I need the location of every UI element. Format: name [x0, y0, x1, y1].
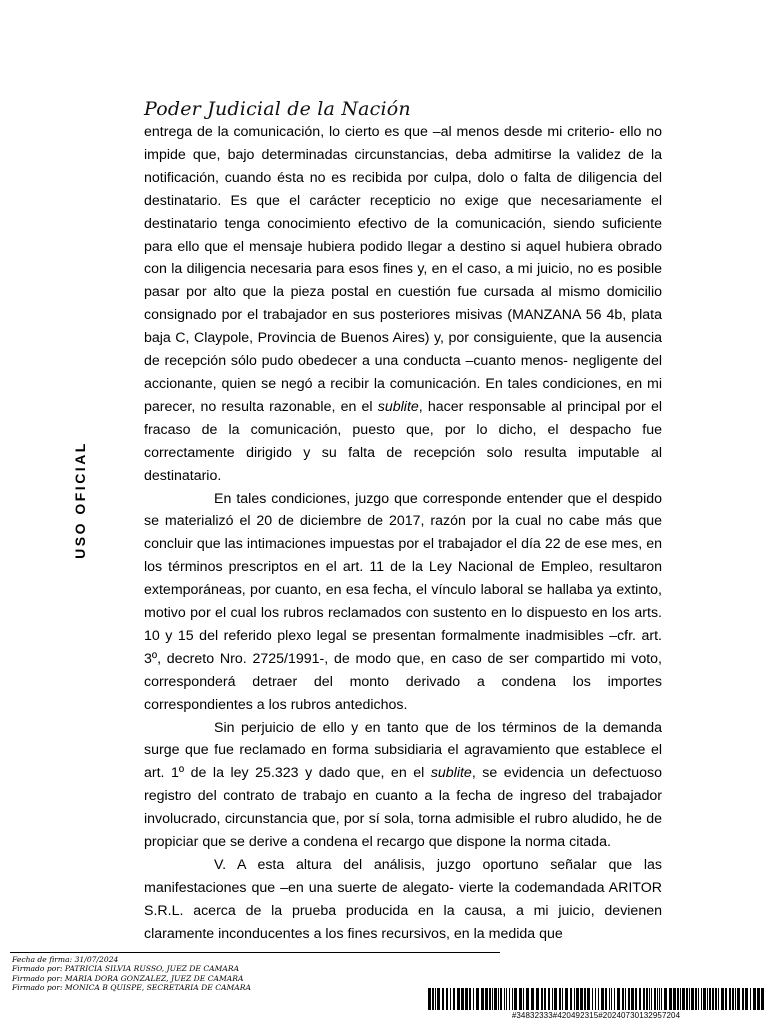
barcode-bar — [691, 988, 694, 1010]
barcode-bar — [721, 988, 724, 1010]
barcode-bar — [729, 988, 731, 1010]
barcode-bar — [680, 988, 681, 1010]
barcode-bar — [742, 988, 744, 1010]
barcode-bar — [469, 988, 471, 1010]
barcode-bar — [519, 988, 522, 1010]
barcode-bar — [442, 988, 444, 1010]
barcode-bar — [450, 988, 451, 1010]
barcode-bar — [617, 988, 620, 1010]
barcode-bar — [757, 988, 760, 1010]
barcode-bar — [489, 988, 491, 1010]
barcode-bar — [673, 988, 676, 1010]
barcode-bar — [707, 988, 708, 1010]
barcode-bar — [435, 988, 436, 1010]
barcode-bar — [646, 988, 648, 1010]
barcode-bar — [481, 988, 484, 1010]
barcode-bar — [432, 988, 434, 1010]
barcode-bar — [437, 988, 440, 1010]
barcode-bar — [598, 988, 599, 1010]
barcode-bar — [465, 988, 468, 1010]
barcode-bar — [584, 988, 586, 1010]
document-body — [144, 121, 662, 946]
body-paragraph — [144, 717, 662, 854]
barcode-bar — [492, 988, 493, 1010]
text-segment: En tales condiciones, juzgo que corresponde entender que el despido se materializó el 20 de diciembre de 2017, razón por la cual no cabe más que concluir que las intimaciones impuestas por el trabajador el día 22 de ese mes, en los términos prescriptos en el art. 11 de la Ley Nacional de Empleo, resultaron extemporáneas, por cuanto, en esa fecha, el vínculo laboral se hallaba ya extinto, motivo por el cual los rubros reclamados con sustento en lo dispuesto en los arts. 10 y 15 del referido plexo legal se presentan formalmente inadmisibles –cfr. art. 3º, decreto Nro. 2725/1991-, de modo que, en caso de ser compartido mi voto, corresponderá detraer del monto derivado a condena los importes correspondientes a los rubros antedichos. — [144, 490, 662, 713]
barcode-bar — [659, 988, 660, 1010]
barcode-bar — [576, 988, 579, 1010]
barcode-bar — [574, 988, 575, 1010]
barcode-bar — [689, 988, 690, 1010]
barcode-bar — [614, 988, 615, 1010]
barcode-bar — [592, 988, 593, 1010]
barcode-bar — [698, 988, 699, 1010]
uso-oficial-label: USO OFICIAL — [72, 441, 88, 559]
barcode-bar — [531, 988, 534, 1010]
signature-block — [12, 955, 251, 993]
barcode-bar — [635, 988, 637, 1010]
barcode-bar — [559, 988, 561, 1010]
barcode-bar — [745, 988, 748, 1010]
barcode-bar — [677, 988, 679, 1010]
barcode-bar — [701, 988, 702, 1010]
barcode-bar — [631, 988, 634, 1010]
barcode-number: #34832333#420492315#20240730132957204 — [511, 1011, 681, 1020]
barcode-bar — [570, 988, 572, 1010]
barcode-bar — [552, 988, 553, 1010]
barcode-bar — [512, 988, 513, 1010]
barcode-bar — [523, 988, 524, 1010]
body-paragraph — [144, 854, 662, 946]
signature-line: Firmado por: PATRICIA SILVIA RUSSO, JUEZ DE CAMARA — [12, 964, 240, 974]
barcode-bar — [657, 988, 658, 1010]
header-title: Poder Judicial de la Nación — [144, 98, 411, 120]
barcode-bar — [654, 988, 656, 1010]
text-segment: , hacer responsable al principal por el fracaso de la comunicación, puesto que, por lo dicho, el despacho fue correctamente dirigido y su falta de recepción solo resulta imputable al destinatario. — [144, 398, 662, 484]
barcode-bar — [735, 988, 736, 1010]
barcode-bar — [541, 988, 543, 1010]
footer-divider — [10, 952, 500, 953]
barcode-bar — [548, 988, 550, 1010]
text-segment: Sin perjuicio de ello y en tanto que de los términos de la demanda surge que fue reclamado en forma subsidiaria el agravamiento que establece el art. 1º de la ley 25.323 y dado que, en el — [144, 719, 662, 782]
barcode-bar — [725, 988, 727, 1010]
barcode-bar — [709, 988, 711, 1010]
barcode-bar — [625, 988, 626, 1010]
barcode-bar — [651, 988, 652, 1010]
barcode-bar — [544, 988, 546, 1010]
barcode-bar — [562, 988, 563, 1010]
barcode-bar — [712, 988, 714, 1010]
barcode-bar — [611, 988, 612, 1010]
barcode-bar — [565, 988, 568, 1010]
barcode-bar — [649, 988, 650, 1010]
barcode-bar — [428, 988, 431, 1010]
barcode-image — [428, 988, 764, 1010]
barcode-bar — [498, 988, 499, 1010]
barcode-bar — [536, 988, 539, 1010]
barcode-bar — [446, 988, 448, 1010]
barcode-bar — [526, 988, 529, 1010]
barcode-bar — [504, 988, 505, 1010]
signature-line: Firmado por: MONICA B QUISPE, SECRETARIA DE CAMARA — [12, 983, 251, 993]
italic-term: sublite — [377, 398, 419, 415]
text-segment: entrega de la comunicación, lo cierto es que –al menos desde mi criterio- ello no impide que, bajo determinadas circunstancias, deba admitirse la validez de la notificación, cuando ésta no es recibida por culpa, dolo o falta de diligencia del destinatario. Es que el carácter recepticio no exige que necesariamente el destinatario tenga conocimiento efectivo de la comunicación, siendo suficiente para ello que el mensaje hubiera podido llegar a destino si aquel hubiera obrado con la diligencia necesaria para esos fines y, en el caso, a mi juicio, no es posible pasar por alto que la pieza postal en cuestión fue cursada al mismo domicilio consignado por el trabajador en sus posteriores misivas (MANZANA 56 4b, plata baja C, Claypole, Provincia de Buenos Aires) y, por consiguiente, que la ausencia de recepción sólo pudo obedecer a una conducta –cuanto menos- negligente del accionante, quien se negó a recibir la comunicación. En tales condiciones, en mi parecer, no resulta razonable, en el — [144, 124, 662, 415]
barcode-bar — [476, 988, 479, 1010]
barcode-bar — [669, 988, 672, 1010]
barcode-bar — [732, 988, 734, 1010]
barcode-bar — [506, 988, 507, 1010]
barcode-bar — [605, 988, 607, 1010]
body-paragraph — [144, 488, 662, 717]
barcode-bar — [473, 988, 474, 1010]
barcode-bar — [595, 988, 596, 1010]
italic-term: sublite — [430, 765, 472, 782]
barcode-bar — [461, 988, 464, 1010]
barcode-bar — [601, 988, 604, 1010]
barcode-bar — [661, 988, 662, 1010]
barcode-bar — [609, 988, 610, 1010]
barcode-bar — [737, 988, 740, 1010]
barcode-bar — [554, 988, 557, 1010]
body-paragraph — [144, 121, 662, 488]
signature-date-line: Fecha de firma: 31/07/2024 — [12, 955, 119, 964]
barcode-bar — [715, 988, 717, 1010]
barcode-bar — [494, 988, 497, 1010]
barcode-bar — [718, 988, 719, 1010]
barcode-bar — [761, 988, 764, 1010]
barcode-bar — [622, 988, 624, 1010]
text-segment: , se evidencia un defectuoso registro del contrato de trabajo en cuanto a la fecha de ingreso del trabajador involucrado, circunstancia que, por sí sola, torna admisible el rubro aludido, he de propiciar que se derive a condena el recargo que dispone la norma citada. — [144, 765, 662, 851]
barcode-bar — [750, 988, 751, 1010]
barcode-bar — [695, 988, 697, 1010]
signature-line: Firmado por: MARIA DORA GONZALEZ, JUEZ DE CAMARA — [12, 973, 244, 983]
barcode-bar — [686, 988, 688, 1010]
barcode-bar — [453, 988, 455, 1010]
barcode-bar — [703, 988, 706, 1010]
barcode-bar — [457, 988, 460, 1010]
barcode-bar — [514, 988, 517, 1010]
barcode-bar — [639, 988, 641, 1010]
text-segment: V. A esta altura del análisis, juzgo oportuno señalar que las manifestaciones que –en una suerte de alegato- vierte la codemandada ARITOR S.R.L. acerca de la prueba producida en la causa, a mi juicio, devienen claramente inconducentes a los fines recursivos, en la medida que — [144, 857, 662, 942]
barcode-bar — [664, 988, 667, 1010]
barcode-bar — [500, 988, 502, 1010]
barcode-bar — [587, 988, 590, 1010]
barcode-bar — [682, 988, 685, 1010]
barcode-bar — [485, 988, 488, 1010]
barcode-bar — [643, 988, 645, 1010]
barcode-bar — [628, 988, 630, 1010]
barcode-bar — [753, 988, 756, 1010]
barcode-bar — [509, 988, 510, 1010]
barcode-bar — [580, 988, 583, 1010]
